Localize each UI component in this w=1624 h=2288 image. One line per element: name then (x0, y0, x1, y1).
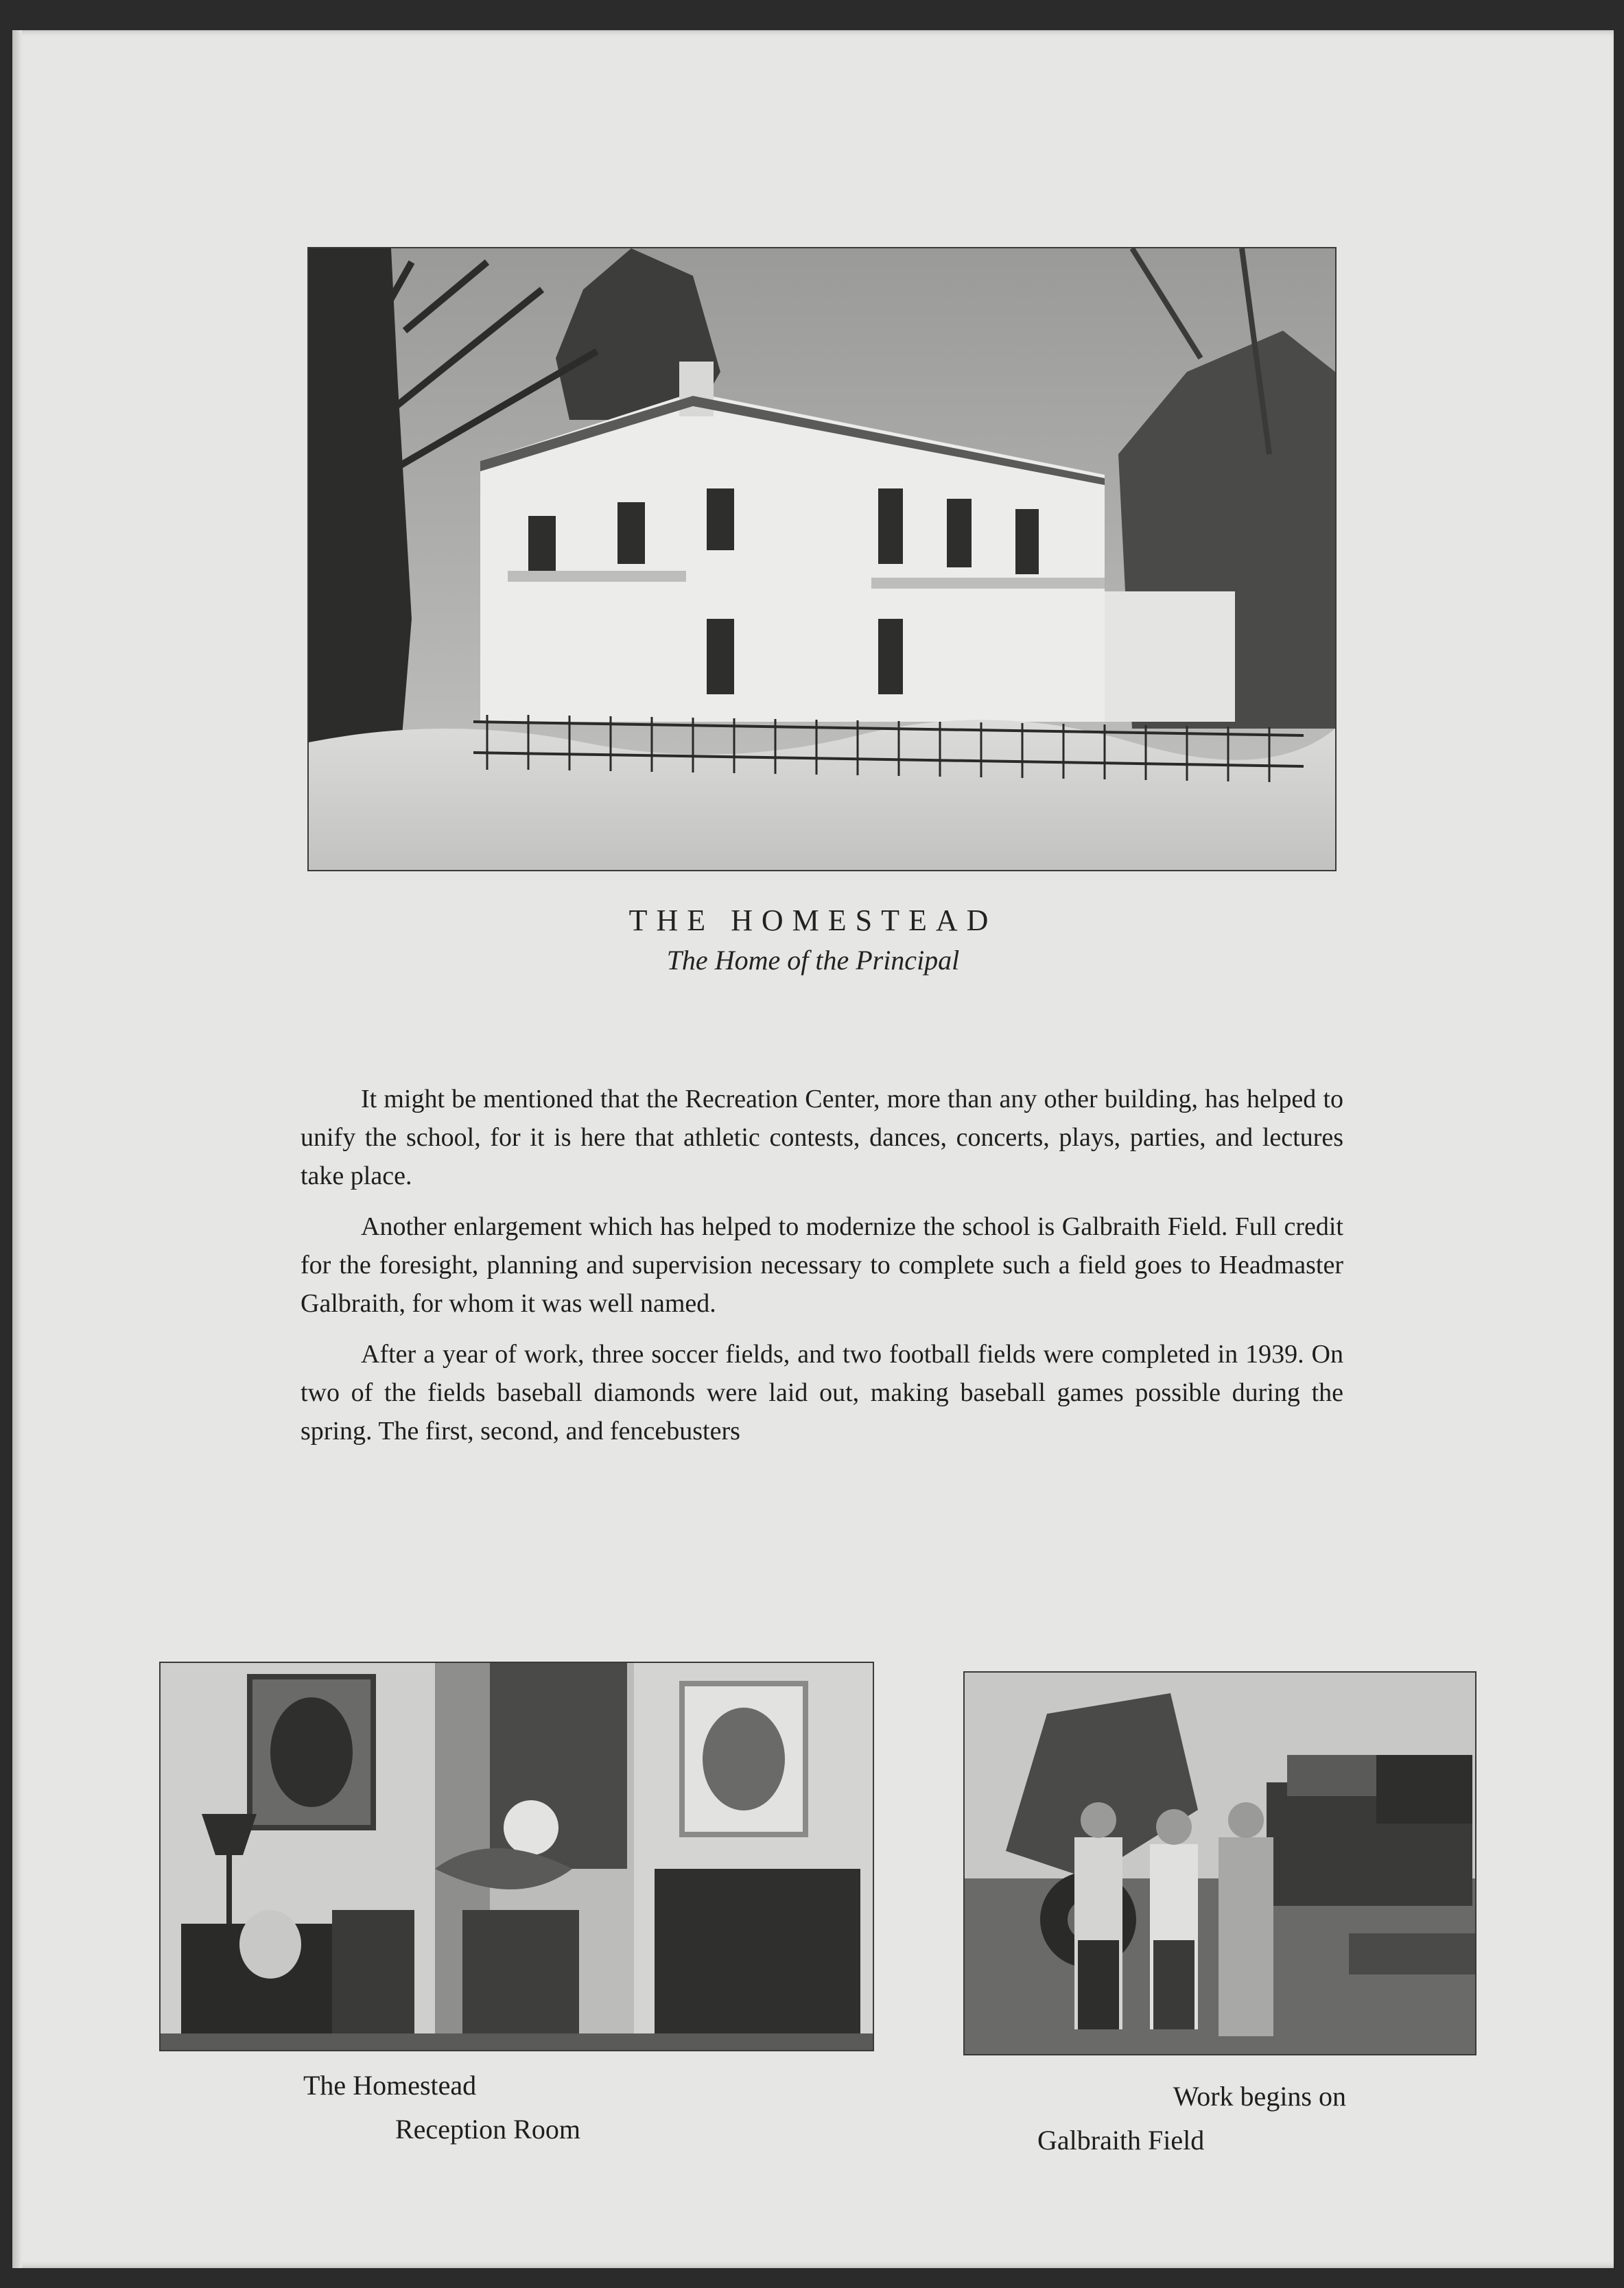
caption-line: The Homestead (303, 2070, 477, 2101)
caption-line: Work begins on (1173, 2081, 1346, 2112)
paragraph: Another enlargement which has helped to modernize the school is Galbraith Field. Full credit for the foresight, planning and supervision necessary to complete such a field goes to Headmaster Galbraith, for whom it was well named. (301, 1212, 1343, 1318)
galbraith-field-photo (963, 1671, 1476, 2055)
galbraith-field-caption (1037, 2075, 1346, 2162)
reception-room-photo (159, 1662, 874, 2051)
caption-line: Galbraith Field (1037, 2125, 1205, 2156)
page-sheet (12, 30, 1614, 2268)
homestead-photo (307, 247, 1337, 871)
body-text (301, 1080, 1343, 1463)
reception-room-caption (303, 2064, 580, 2151)
photo-subtitle: The Home of the Principal (666, 945, 960, 976)
paragraph: After a year of work, three soccer fields, and two football fields were completed in 1939. On two of the fields baseball diamonds were laid out, making baseball games possible during the spring. The first, second, and fencebusters (301, 1340, 1343, 1446)
caption-line: Reception Room (395, 2114, 580, 2145)
binding-edge (12, 30, 22, 2268)
paragraph: It might be mentioned that the Recreation Center, more than any other building, has helped to unify the school, for it is here that athletic contests, dances, concerts, plays, parties, and lectures take place. (301, 1085, 1343, 1190)
photo-title: THE HOMESTEAD (628, 904, 998, 937)
